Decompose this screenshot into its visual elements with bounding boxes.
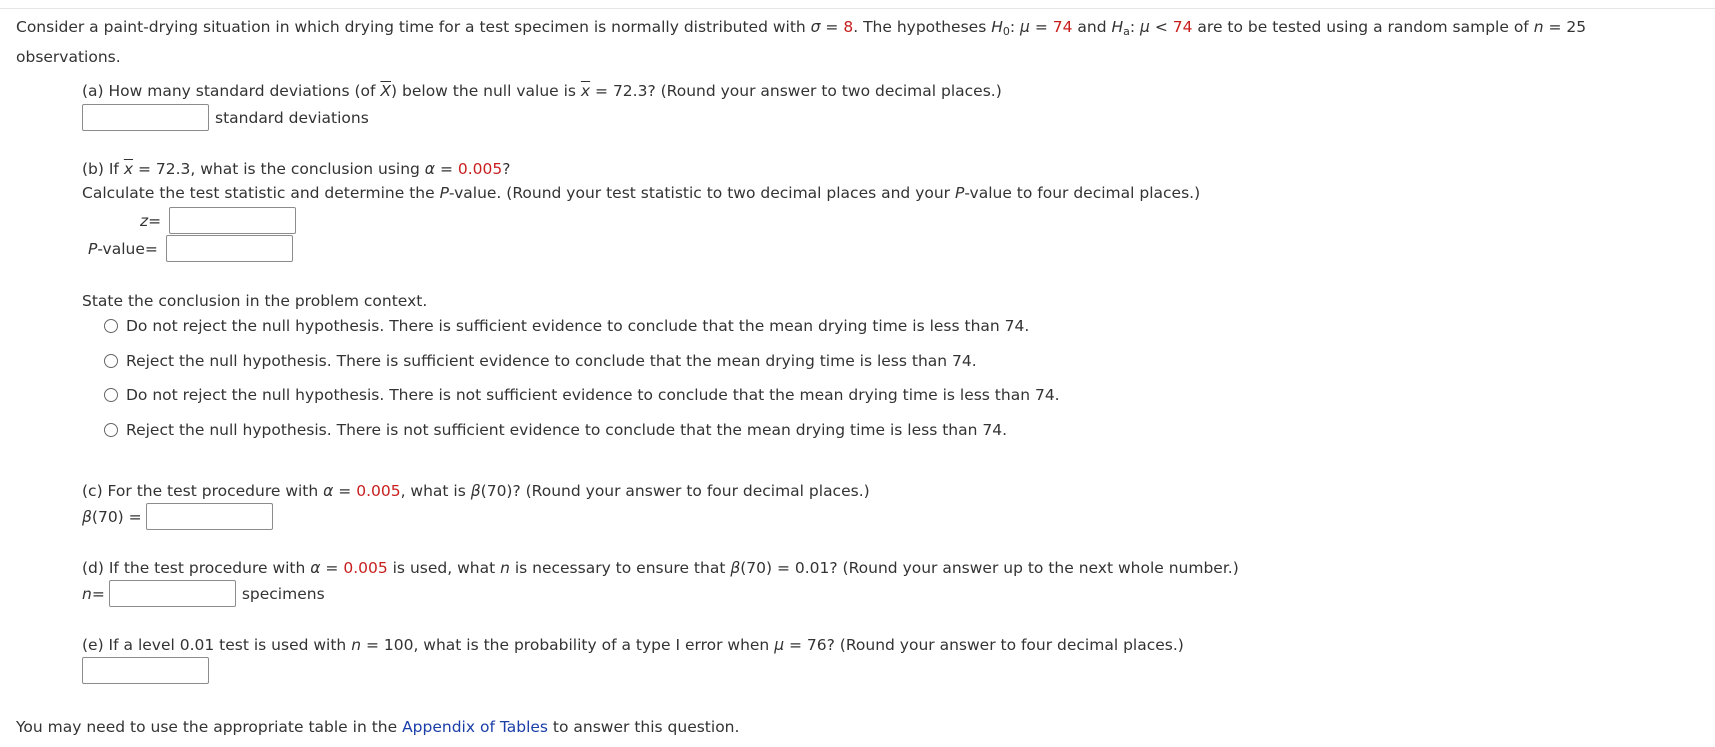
part-d-unit: specimens (241, 584, 325, 603)
part-c-answer-row (82, 503, 273, 530)
part-c-question (82, 482, 870, 500)
beta-70-label: (70) = (91, 507, 142, 526)
q-text: , what is (400, 482, 471, 500)
h0-subscript: 0 (1002, 25, 1010, 38)
mu-symbol: μ (774, 636, 785, 654)
p-symbol: P (439, 184, 449, 202)
radio-button[interactable] (104, 354, 118, 368)
and-text: and (1072, 18, 1112, 36)
xbar-symbol: $\overline{x}$ (123, 160, 134, 178)
colon: : (1009, 18, 1021, 36)
equals: = (820, 18, 844, 36)
equals: = (435, 160, 458, 178)
part-d-answer-input[interactable] (109, 580, 236, 607)
beta-symbol: β (470, 482, 481, 500)
q-text: -value to four decimal places.) (964, 184, 1201, 202)
conclusion-option-3[interactable] (104, 386, 1060, 404)
n-value: 25 (1566, 18, 1587, 36)
part-e-answer-row (82, 657, 209, 684)
n-equals: = (91, 584, 105, 603)
appendix-of-tables-link[interactable]: Appendix of Tables (402, 718, 548, 736)
n-symbol: n (351, 636, 362, 654)
q-text: (e) If a level 0.01 test is used with (82, 636, 352, 654)
sigma-value: 8 (843, 18, 854, 36)
z-equals: = (148, 211, 162, 230)
radio-button[interactable] (104, 423, 118, 437)
q-text: = 76? (Round your answer to four decimal places.) (784, 636, 1184, 654)
sigma-symbol: σ (810, 18, 821, 36)
intro-text: are to be tested using a random sample of (1192, 18, 1534, 36)
option-label: Reject the null hypothesis. There is sufficient evidence to conclude that the mean drying time is less than 74. (126, 352, 977, 370)
part-e-answer-input[interactable] (82, 657, 209, 684)
q-text: (d) If the test procedure with (82, 559, 311, 577)
q-text: (b) If (82, 160, 124, 178)
part-a-question (82, 82, 1002, 100)
intro-text: . The hypotheses (853, 18, 992, 36)
ha-subscript: a (1123, 25, 1130, 38)
option-label: Do not reject the null hypothesis. There is sufficient evidence to conclude that the mean drying time is less than 74. (126, 317, 1030, 335)
alpha-symbol: α (323, 482, 334, 500)
equals: = (1029, 18, 1053, 36)
q-text: -value. (Round your test statistic to two decimal places and your (448, 184, 955, 202)
mu-symbol: μ (1020, 18, 1030, 36)
part-a-answer-input[interactable] (82, 104, 209, 131)
q-text: = 72.3, what is the conclusion using (133, 160, 425, 178)
p-equals: = (144, 239, 158, 258)
p-value-row (88, 235, 293, 262)
alpha-value: 0.005 (356, 482, 401, 500)
q-text: (c) For the test procedure with (82, 482, 324, 500)
intro-line-1 (16, 18, 1586, 38)
alpha-value: 0.005 (343, 559, 388, 577)
part-b-instructions (82, 184, 1200, 202)
xbar-capital-symbol: $\overline{X}$ (380, 82, 392, 100)
part-a-unit: standard deviations (215, 108, 369, 127)
p-value-input[interactable] (166, 235, 293, 262)
option-label: Reject the null hypothesis. There is not sufficient evidence to conclude that the mean drying time is less than 74. (126, 421, 1007, 439)
less-than: < (1149, 18, 1173, 36)
q-text: = 72.3? (Round your answer to two decimal places.) (590, 82, 1002, 100)
part-c-answer-input[interactable] (146, 503, 273, 530)
intro-text: Consider a paint-drying situation in which drying time for a test specimen is normally distributed with (16, 18, 811, 36)
part-b-question (82, 160, 510, 178)
p-symbol: P (954, 184, 965, 202)
conclusion-option-1[interactable] (104, 317, 1029, 335)
equals: = (320, 559, 344, 577)
beta-symbol: β (730, 559, 741, 577)
q-text: = 100, what is the probability of a type I error when (361, 636, 775, 654)
h0-symbol: H (991, 18, 1003, 36)
q-text: Calculate the test statistic and determine the (82, 184, 440, 202)
z-row (140, 207, 296, 234)
top-divider (0, 0, 1715, 9)
p-value-label: -value (97, 239, 145, 258)
q-text: (70) = 0.01? (Round your answer up to the next whole number.) (740, 559, 1239, 577)
radio-button[interactable] (104, 388, 118, 402)
n-symbol: n (500, 559, 510, 577)
part-e-question (82, 636, 1184, 654)
part-d-question (82, 559, 1239, 577)
mu-symbol: μ (1140, 18, 1150, 36)
conclusion-prompt: State the conclusion in the problem context. (82, 292, 428, 310)
xbar-symbol: $\overline{x}$ (580, 82, 591, 100)
conclusion-option-2[interactable] (104, 352, 977, 370)
footer-text: to answer this question. (548, 718, 740, 736)
q-text: ) below the null value is (391, 82, 581, 100)
z-input[interactable] (169, 207, 296, 234)
equals: = (1543, 18, 1567, 36)
colon: : (1129, 18, 1141, 36)
footer-text: You may need to use the appropriate table in the (16, 718, 403, 736)
n-label: n (82, 584, 92, 603)
part-d-answer-row (82, 580, 325, 607)
h0-value: 74 (1052, 18, 1073, 36)
equals: = (333, 482, 357, 500)
radio-button[interactable] (104, 319, 118, 333)
alpha-symbol: α (424, 160, 436, 178)
q-text: is used, what (387, 559, 501, 577)
footer-note (16, 718, 739, 736)
beta-label: β (82, 507, 92, 526)
ha-symbol: H (1111, 18, 1124, 36)
z-label: z (140, 211, 149, 230)
alpha-symbol: α (310, 559, 321, 577)
n-symbol: n (1533, 18, 1544, 36)
alpha-value: 0.005 (457, 160, 503, 178)
option-label: Do not reject the null hypothesis. There is not sufficient evidence to conclude that the mean drying time is less than 74. (126, 386, 1060, 404)
q-text: (a) How many standard deviations (of (82, 82, 381, 100)
q-text: (70)? (Round your answer to four decimal places.) (480, 482, 870, 500)
part-a-answer-row (82, 104, 369, 131)
q-text: ? (502, 160, 511, 178)
p-label-symbol: P (88, 239, 98, 258)
ha-value: 74 (1172, 18, 1193, 36)
conclusion-option-4[interactable] (104, 421, 1007, 439)
intro-line-2: observations. (16, 48, 121, 66)
q-text: is necessary to ensure that (509, 559, 731, 577)
